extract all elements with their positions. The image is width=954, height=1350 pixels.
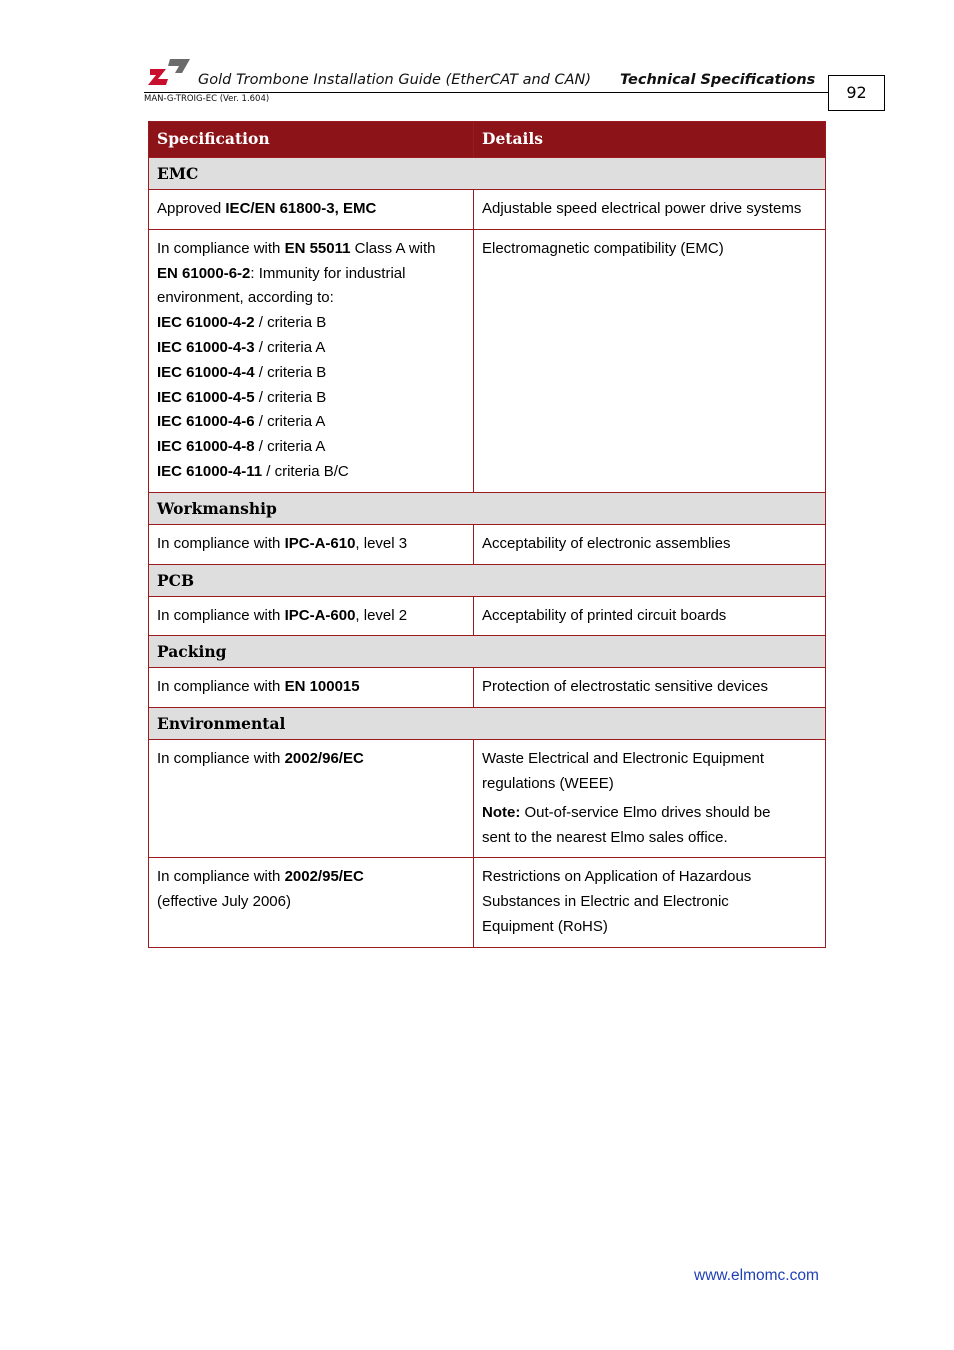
details-cell: Acceptability of printed circuit boards: [474, 596, 826, 636]
website-link[interactable]: www.elmomc.com: [694, 1267, 819, 1284]
group-row-pcb: [149, 564, 826, 596]
page-number: 92: [828, 75, 885, 111]
details-cell: Adjustable speed electrical power drive systems: [474, 190, 826, 230]
group-label: EMC: [149, 158, 826, 190]
details-cell: Waste Electrical and Electronic Equipment regulations (WEEE) Note: Out-of-service Elmo drives should be sent to the nearest Elmo sales office.: [474, 740, 826, 858]
group-row-workmanship: [149, 492, 826, 524]
column-header-specification: Specification: [149, 122, 474, 158]
spec-cell: In compliance with EN 55011 Class A with EN 61000-6-2: Immunity for industrial environment, according to: IEC 61000-4-2 / criteria B IEC 61000-4-3 / criteria A IEC 61000-4-4 / criteria B IEC 61000-4-5 / criteria B IEC 61000-4-6 / criteria A IEC 61000-4-8 / criteria A IEC 61000-4-11 / criteria B/C: [149, 229, 474, 492]
document-code: MAN-G-TROIG-EC (Ver. 1.604): [144, 94, 270, 104]
spec-cell: In compliance with EN 100015: [149, 668, 474, 708]
spec-cell: In compliance with IPC-A-600, level 2: [149, 596, 474, 636]
group-label: Environmental: [149, 708, 826, 740]
spec-cell: In compliance with 2002/95/EC (effective July 2006): [149, 858, 474, 947]
specifications-table: [148, 121, 826, 948]
page-header: [0, 0, 954, 120]
group-label: Workmanship: [149, 492, 826, 524]
document-title: Gold Trombone Installation Guide (EtherCAT and CAN): [198, 72, 592, 88]
table-row: [149, 668, 826, 708]
header-divider: [144, 92, 829, 93]
table-row: [149, 858, 826, 947]
group-label: PCB: [149, 564, 826, 596]
details-cell: Protection of electrostatic sensitive devices: [474, 668, 826, 708]
section-title: Technical Specifications: [620, 72, 816, 88]
details-cell: Electromagnetic compatibility (EMC): [474, 229, 826, 492]
elmo-logo-icon: [148, 57, 190, 87]
table-header-row: [149, 122, 826, 158]
group-row-emc: [149, 158, 826, 190]
details-cell: Acceptability of electronic assemblies: [474, 524, 826, 564]
group-label: Packing: [149, 636, 826, 668]
spec-cell: Approved IEC/EN 61800-3, EMC: [149, 190, 474, 230]
column-header-details: Details: [474, 122, 826, 158]
details-cell: Restrictions on Application of Hazardous Substances in Electric and Electronic Equipment (RoHS): [474, 858, 826, 947]
table-row: [149, 190, 826, 230]
table-row: [149, 229, 826, 492]
table-row: [149, 740, 826, 858]
group-row-environmental: [149, 708, 826, 740]
table-row: [149, 524, 826, 564]
table-row: [149, 596, 826, 636]
spec-cell: In compliance with IPC-A-610, level 3: [149, 524, 474, 564]
group-row-packing: [149, 636, 826, 668]
spec-cell: In compliance with 2002/96/EC: [149, 740, 474, 858]
